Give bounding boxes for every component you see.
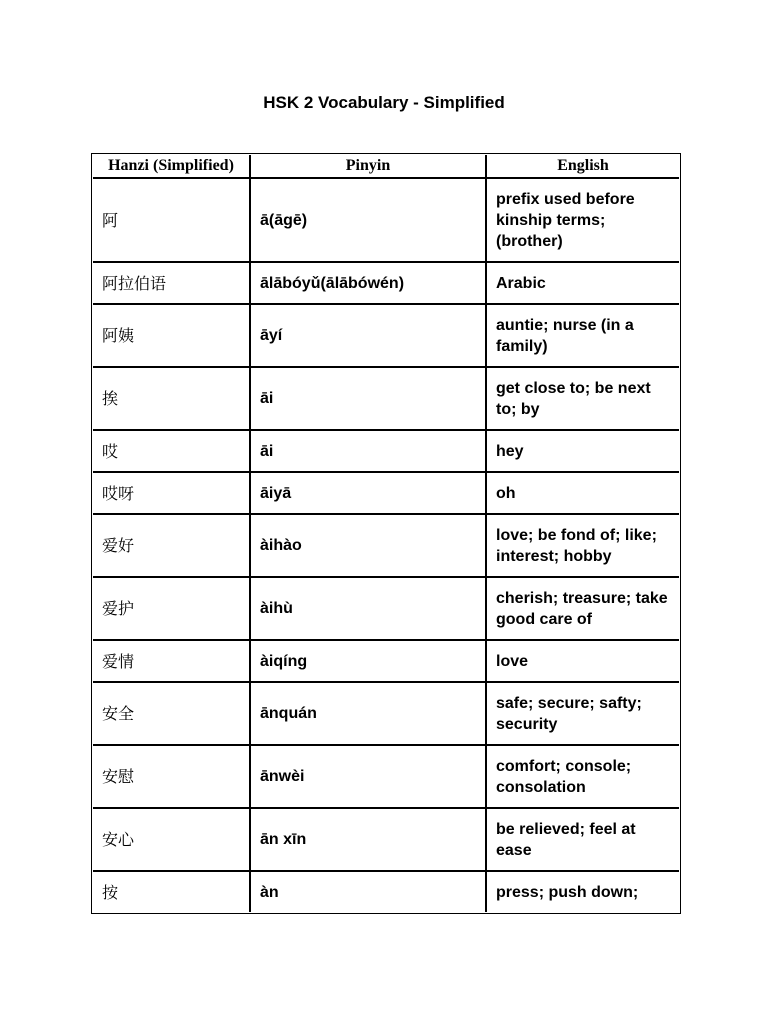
- table-row: [93, 263, 679, 305]
- table-row: [93, 305, 679, 368]
- english-cell: get close to; be next to; by: [487, 368, 679, 431]
- hanzi-cell: 爱好: [93, 515, 251, 578]
- english-cell: love; be fond of; like; interest; hobby: [487, 515, 679, 578]
- hanzi-cell: 挨: [93, 368, 251, 431]
- hanzi-cell: 爱护: [93, 578, 251, 641]
- pinyin-cell: ānwèi: [251, 746, 487, 809]
- hanzi-cell: 按: [93, 872, 251, 912]
- header-english: English: [487, 155, 679, 179]
- hanzi-cell: 哎: [93, 431, 251, 473]
- english-cell: prefix used before kinship terms; (brother): [487, 179, 679, 263]
- table-row: [93, 683, 679, 746]
- english-cell: be relieved; feel at ease: [487, 809, 679, 872]
- table-row: [93, 431, 679, 473]
- english-cell: Arabic: [487, 263, 679, 305]
- vocabulary-table-frame: [91, 153, 681, 914]
- hanzi-cell: 安心: [93, 809, 251, 872]
- pinyin-cell: àiqíng: [251, 641, 487, 683]
- pinyin-cell: āi: [251, 431, 487, 473]
- english-cell: love: [487, 641, 679, 683]
- english-cell: safe; secure; safty; security: [487, 683, 679, 746]
- pinyin-cell: āyí: [251, 305, 487, 368]
- header-hanzi: Hanzi (Simplified): [93, 155, 251, 179]
- table-row: [93, 515, 679, 578]
- table-row: [93, 746, 679, 809]
- english-cell: comfort; console; consolation: [487, 746, 679, 809]
- english-cell: press; push down;: [496, 883, 639, 901]
- table-header-row: [93, 155, 679, 179]
- document-title: HSK 2 Vocabulary - Simplified: [263, 93, 505, 112]
- table-row: [93, 179, 679, 263]
- header-pinyin: Pinyin: [251, 155, 487, 179]
- table-row: [93, 578, 679, 641]
- pinyin-cell: āi: [251, 368, 487, 431]
- pinyin-cell: àihù: [251, 578, 487, 641]
- pinyin-cell: ālābóyǔ(ālābówén): [251, 263, 487, 305]
- english-cell: hey: [487, 431, 679, 473]
- english-cell: cherish; treasure; take good care of: [487, 578, 679, 641]
- hanzi-cell: 爱情: [93, 641, 251, 683]
- table-row: [93, 809, 679, 872]
- pinyin-cell: ā(āgē): [251, 179, 487, 263]
- hanzi-cell: 安慰: [93, 746, 251, 809]
- english-cell: oh: [487, 473, 679, 515]
- table-row: [93, 641, 679, 683]
- pinyin-cell: àihào: [251, 515, 487, 578]
- hanzi-cell: 阿: [93, 179, 251, 263]
- pinyin-cell: àn: [251, 872, 487, 912]
- vocabulary-table: [93, 155, 679, 912]
- hanzi-cell: 安全: [93, 683, 251, 746]
- table-row: [93, 368, 679, 431]
- table-row: [93, 872, 679, 912]
- hanzi-cell: 阿拉伯语: [93, 263, 251, 305]
- pinyin-cell: ān xīn: [251, 809, 487, 872]
- pinyin-cell: ānquán: [251, 683, 487, 746]
- english-cell: auntie; nurse (in a family): [487, 305, 679, 368]
- hanzi-cell: 哎呀: [93, 473, 251, 515]
- pinyin-cell: āiyā: [251, 473, 487, 515]
- table-row: [93, 473, 679, 515]
- hanzi-cell: 阿姨: [93, 305, 251, 368]
